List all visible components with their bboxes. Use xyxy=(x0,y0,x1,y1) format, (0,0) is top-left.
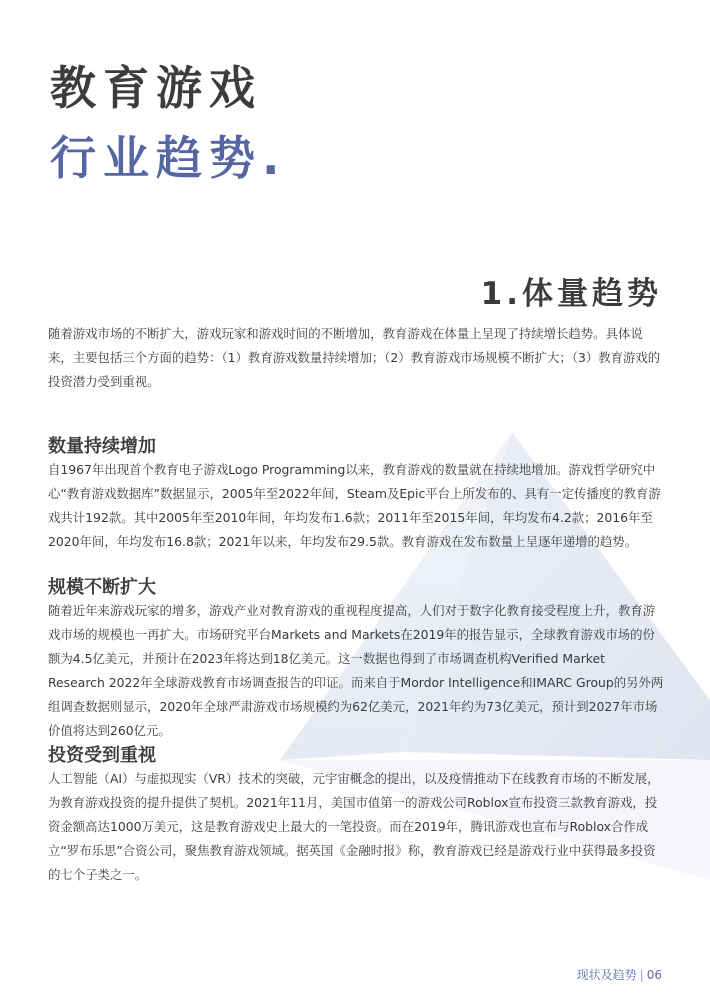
subsection-heading-scale: 规模不断扩大 xyxy=(48,577,156,598)
subsection-heading-investment: 投资受到重视 xyxy=(48,745,156,766)
subsection-body-investment: 人工智能（AI）与虚拟现实（VR）技术的突破，元宇宙概念的提出，以及疫情推动下在线教育市场的不断发展，为教育游戏投资的提升提供了契机。2021年11月，美国市值第一的游戏公司Roblox宣布投资三款教育游戏，投资金额高达1000万美元，这是教育游戏史上最大的一笔投资。而在2019年，腾讯游戏也宣布与Roblox合作成立“罗布乐思”合资公司，聚焦教育游戏领域。据英国《金融时报》称，教育游戏已经是游戏行业中获得最多投资的七个子类之一。 xyxy=(48,771,660,882)
section-intro: 随着游戏市场的不断扩大，游戏玩家和游戏时间的不断增加，教育游戏在体量上呈现了持续增长趋势。具体说来，主要包括三个方面的趋势：（1）教育游戏数量持续增加；（2）教育游戏市场规模不断扩大；（3）教育游戏的投资潜力受到重视。 xyxy=(48,326,661,389)
subsection-body-scale: 随着近年来游戏玩家的增多，游戏产业对教育游戏的重视程度提高，人们对于数字化教育接受程度上升，教育游戏市场的规模也一再扩大。市场研究平台Markets and Markets在2019年的报告显示，全球教育游戏市场的份额为4.5亿美元，并预计在2023年将达到18亿美元。这一数据也得到了市场调查机构Verified Market Research 2022年全球游戏教育市场调查报告的印证。而来自于Mordor Intelligence和IMARC Group的另外两组调查数据则显示，2020年全球严肃游戏市场规模约为62亿美元，2021年约为73亿美元，预计到2027年市场价值将达到260亿元。 xyxy=(48,603,664,738)
footer-section-label: 现状及趋势 xyxy=(576,968,637,982)
subsection-heading-quantity: 数量持续增加 xyxy=(48,436,156,457)
page-title-line1: 教育游戏 xyxy=(50,61,262,115)
page-number: 06 xyxy=(646,968,662,982)
page-footer xyxy=(577,966,662,983)
section-heading: 1.体量趋势 xyxy=(480,276,662,312)
page-title-line2: 行业趋势. xyxy=(50,131,287,185)
footer-separator: | xyxy=(639,968,644,982)
subsection-body-quantity: 自1967年出现首个教育电子游戏Logo Programming以来，教育游戏的数量就在持续地增加。游戏哲学研究中心“教育游戏数据库”数据显示，2005年至2022年间，Steam及Epic平台上所发布的、具有一定传播度的教育游戏共计192款。其中2005年至2010年间，年均发布1.6款；2011年至2015年间，年均发布4.2款；2016年至2020年间，年均发布16.8款；2021年以来，年均发布29.5款。教育游戏在发布数量上呈逐年递增的趋势。 xyxy=(48,462,661,549)
